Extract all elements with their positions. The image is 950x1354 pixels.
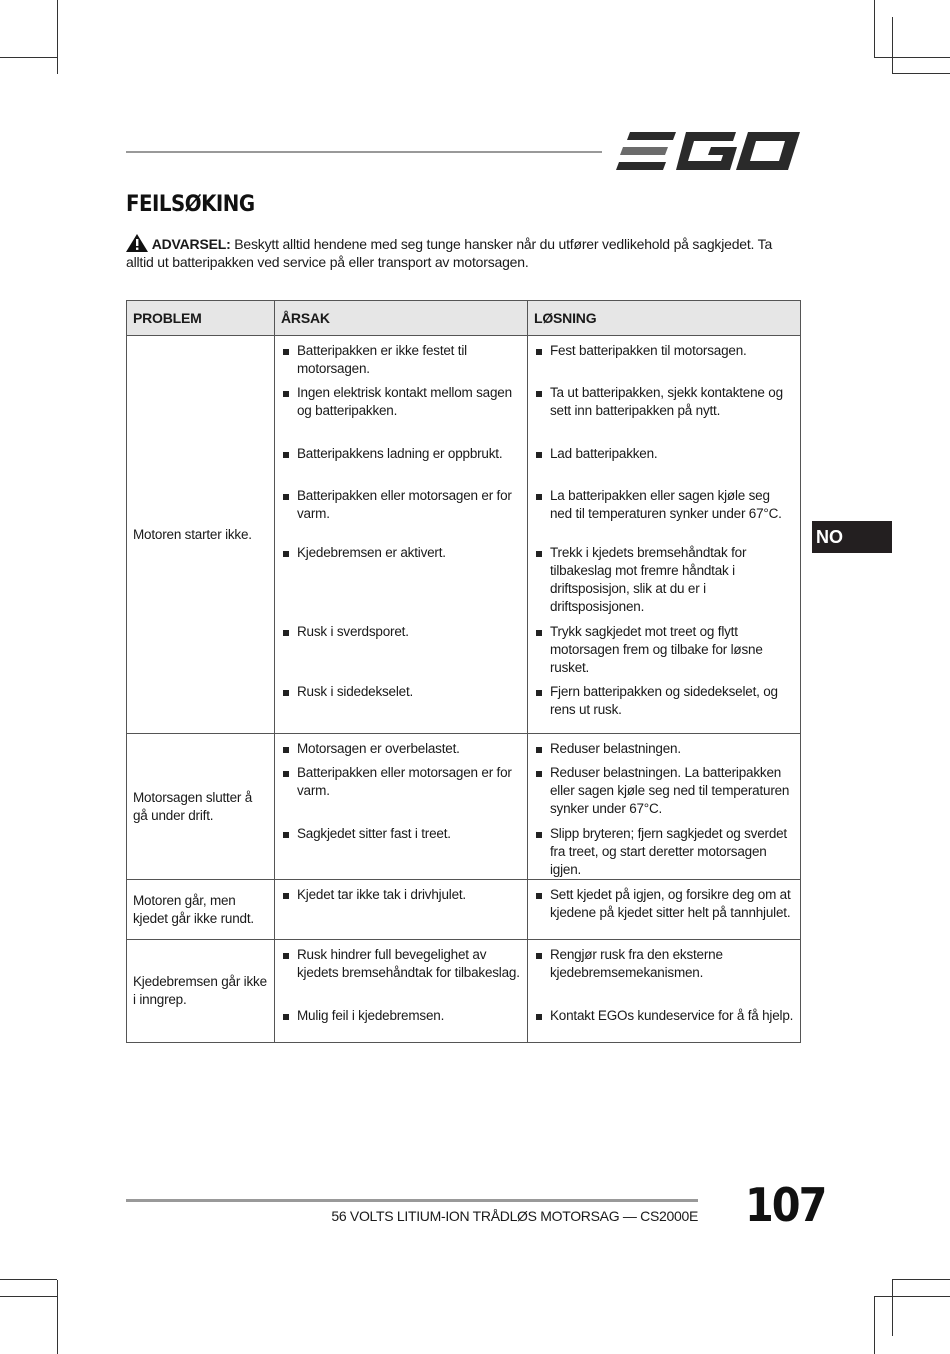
crop-mark bbox=[874, 1296, 950, 1297]
crop-mark bbox=[892, 1279, 893, 1336]
list-item: Mulig feil i kjedebremsen. bbox=[283, 1007, 521, 1025]
crop-mark bbox=[874, 1296, 875, 1354]
crop-mark bbox=[0, 57, 57, 58]
list-item: Rusk hindrer full bevegelighet av kjedets bremsehåndtak for tilbakeslag. bbox=[283, 946, 521, 1007]
warning-label: ADVARSEL: bbox=[151, 236, 231, 252]
solution-cell bbox=[528, 880, 801, 940]
solution-cell bbox=[528, 734, 801, 880]
crop-mark bbox=[892, 17, 893, 74]
list-item: Batteripakken eller motorsagen er for varm. bbox=[283, 487, 521, 544]
crop-mark bbox=[57, 1280, 58, 1354]
footer-rule bbox=[126, 1199, 698, 1202]
table-row bbox=[127, 940, 801, 1043]
problem-cell: Kjedebremsen går ikke i inngrep. bbox=[127, 940, 275, 1043]
table-row bbox=[127, 336, 801, 734]
header-problem: PROBLEM bbox=[127, 301, 275, 336]
list-item: Fest batteripakken til motorsagen. bbox=[536, 342, 794, 384]
list-item: Kjedebremsen er aktivert. bbox=[283, 544, 521, 623]
crop-mark bbox=[892, 73, 950, 74]
table-header-row bbox=[127, 301, 801, 336]
cause-cell bbox=[275, 336, 528, 734]
list-item: Kontakt EGOs kundeservice for å få hjelp. bbox=[536, 1007, 794, 1025]
crop-mark bbox=[892, 1279, 950, 1280]
list-item: Reduser belastningen. bbox=[536, 740, 794, 764]
header-cause: ÅRSAK bbox=[275, 301, 528, 336]
list-item: Kjedet tar ikke tak i drivhjulet. bbox=[283, 886, 521, 904]
list-item: Ingen elektrisk kontakt mellom sagen og batteripakken. bbox=[283, 384, 521, 445]
crop-mark bbox=[0, 1296, 57, 1297]
warning-text: Beskytt alltid hendene med seg tunge hansker når du utfører vedlikehold på sagkjedet. Ta alltid ut batteripakken ved service på eller transport av motorsagen. bbox=[126, 236, 773, 270]
ego-logo bbox=[616, 130, 800, 172]
problem-cell: Motoren starter ikke. bbox=[127, 336, 275, 734]
crop-mark bbox=[874, 0, 875, 58]
list-item: Rusk i sverdsporet. bbox=[283, 623, 521, 683]
problem-cell: Motorsagen slutter å gå under drift. bbox=[127, 734, 275, 880]
list-item: Slipp bryteren; fjern sagkjedet og sverdet fra treet, og start deretter motorsagen igjen. bbox=[536, 825, 794, 873]
table-row bbox=[127, 734, 801, 880]
page-title: FEILSØKING bbox=[126, 192, 255, 217]
list-item: La batteripakken eller sagen kjøle seg ned til temperaturen synker under 67°C. bbox=[536, 487, 794, 544]
problem-cell: Motoren går, men kjedet går ikke rundt. bbox=[127, 880, 275, 940]
warning-notice bbox=[126, 234, 798, 271]
list-item: Sett kjedet på igjen, og forsikre deg om at kjedene på kjedet sitter helt på tannhjulet. bbox=[536, 886, 794, 922]
list-item: Fjern batteripakken og sidedekselet, og rens ut rusk. bbox=[536, 683, 794, 723]
crop-mark bbox=[57, 0, 58, 74]
list-item: Ta ut batteripakken, sjekk kontaktene og sett inn batteripakken på nytt. bbox=[536, 384, 794, 445]
solution-cell bbox=[528, 336, 801, 734]
page-number: 107 bbox=[745, 1178, 826, 1232]
crop-mark bbox=[874, 57, 950, 58]
list-item: Trekk i kjedets bremsehåndtak for tilbakeslag mot fremre håndtak i driftsposisjon, slik at du er i driftsposisjonen. bbox=[536, 544, 794, 623]
solution-cell bbox=[528, 940, 801, 1043]
list-item: Rusk i sidedekselet. bbox=[283, 683, 521, 723]
list-item: Rengjør rusk fra den eksterne kjedebremsemekanismen. bbox=[536, 946, 794, 1007]
header-solution: LØSNING bbox=[528, 301, 801, 336]
warning-triangle-icon bbox=[126, 234, 148, 252]
list-item: Trykk sagkjedet mot treet og flytt motorsagen frem og tilbake for løsne rusket. bbox=[536, 623, 794, 683]
header-rule bbox=[126, 151, 602, 153]
crop-mark bbox=[0, 1279, 57, 1280]
list-item: Lad batteripakken. bbox=[536, 445, 794, 487]
language-tab: NO bbox=[812, 521, 892, 553]
cause-cell bbox=[275, 734, 528, 880]
list-item: Batteripakkens ladning er oppbrukt. bbox=[283, 445, 521, 487]
cause-cell bbox=[275, 880, 528, 940]
list-item: Motorsagen er overbelastet. bbox=[283, 740, 521, 764]
list-item: Batteripakken er ikke festet til motorsagen. bbox=[283, 342, 521, 384]
list-item: Reduser belastningen. La batteripakken eller sagen kjøle seg ned til temperaturen synker under 67°C. bbox=[536, 764, 794, 825]
troubleshooting-table bbox=[126, 300, 801, 1043]
list-item: Batteripakken eller motorsagen er for varm. bbox=[283, 764, 521, 825]
list-item: Sagkjedet sitter fast i treet. bbox=[283, 825, 521, 873]
cause-cell bbox=[275, 940, 528, 1043]
footer-product-title: 56 VOLTS LITIUM-ION TRÅDLØS MOTORSAG — CS2000E bbox=[331, 1208, 698, 1224]
table-row bbox=[127, 880, 801, 940]
